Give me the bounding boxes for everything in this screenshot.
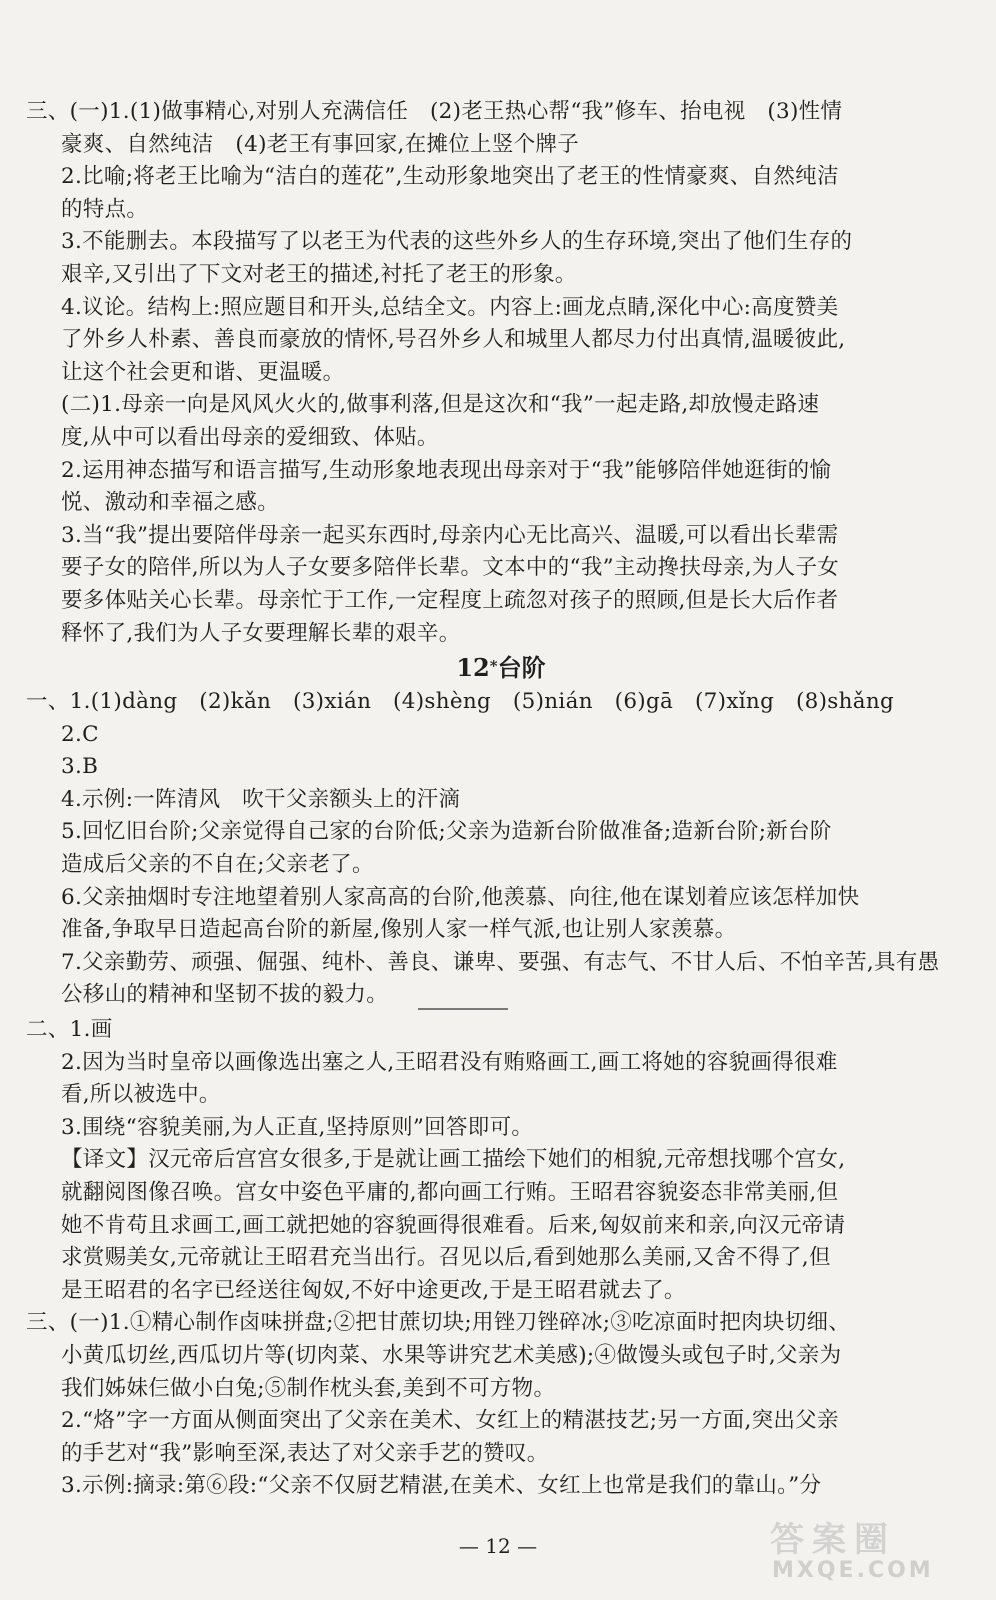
section-heading (26, 650, 976, 686)
answer-line: 4.议论。结构上:照应题目和开头,总结全文。内容上:画龙点睛,深化中心:高度赞美 (61, 294, 839, 320)
answer-line: 我们姊妹仨做小白兔;⑤制作枕头套,美到不可方物。 (61, 1375, 556, 1401)
answer-line: 要多体贴关心长辈。母亲忙于工作,一定程度上疏忽对孩子的照顾,但是长大后作者 (61, 587, 839, 613)
answer-line: 求赏赐美女,元帝就让王昭君充当出行。召见以后,看到她那么美丽,又舍不得了,但 (61, 1245, 831, 1271)
answer-line: (二)1.母亲一向是风风火火的,做事利落,但是这次和“我”一起走路,却放慢走路速 (61, 392, 820, 418)
divider (418, 1008, 508, 1010)
answer-content (26, 96, 976, 1503)
answer-line: 3.不能删去。本段描写了以老王为代表的这些外乡人的生存环境,突出了他们生存的 (61, 229, 853, 255)
lesson-number: 12 (456, 653, 490, 683)
answer-line: 释怀了,我们为人子女要理解长辈的艰辛。 (61, 620, 461, 646)
answer-line: 一、1.(1)dàng (2)kǎn (3)xián (4)shèng (5)nián (6)gā (7)xǐng (8)shǎng (26, 689, 895, 715)
answer-line: 度,从中可以看出母亲的爱细致、体贴。 (61, 424, 439, 450)
answer-line: 3.当“我”提出要陪伴母亲一起买东西时,母亲内心无比高兴、温暖,可以看出长辈需 (61, 522, 839, 548)
answer-line: 豪爽、自然纯洁 (4)老王有事回家,在摊位上竖个牌子 (61, 131, 580, 157)
answer-line: 三、(一)1.(1)做事精心,对别人充满信任 (2)老王热心帮“我”修车、抬电视 (3)性情 (26, 99, 843, 124)
answer-line: 5.回忆旧台阶;父亲觉得自己家的台阶低;父亲为造新台阶做准备;造新台阶;新台阶 (61, 819, 832, 845)
answer-line: 公移山的精神和坚韧不拔的毅力。 (61, 982, 389, 1008)
answer-line: 小黄瓜切丝,西瓜切片等(切肉菜、水果等讲究艺术美感);④做馒头或包子时,父亲为 (61, 1342, 842, 1368)
answer-line: 7.父亲勤劳、顽强、倔强、纯朴、善良、谦卑、要强、有志气、不甘人后、不怕辛苦,具有愚 (61, 949, 940, 975)
answer-line: 她不肯苟且求画工,画工就把她的容貌画得很难看。后来,匈奴前来和亲,向汉元帝请 (61, 1212, 846, 1238)
answer-line: 看,所以被选中。 (61, 1082, 221, 1108)
answer-line: 就翻阅图像召唤。宫女中姿色平庸的,都向画工行贿。王昭君容貌姿态非常美丽,但 (61, 1180, 839, 1205)
answer-line: 2.运用神态描写和语言描写,生动形象地表现出母亲对于“我”能够陪伴她逛街的愉 (61, 457, 832, 483)
answer-line: 2.“烙”字一方面从侧面突出了父亲在美术、女红上的精湛技艺;另一方面,突出父亲 (61, 1408, 839, 1434)
answer-line: 准备,争取早日造起高台阶的新屋,像别人家一样气派,也让别人家羡慕。 (61, 917, 737, 943)
answer-line: 【译文】汉元帝后宫宫女很多,于是就让画工描绘下她们的相貌,元帝想找哪个宫女, (61, 1147, 846, 1173)
answer-line: 是王昭君的名字已经送往匈奴,不好中途更改,于是王昭君就去了。 (61, 1277, 686, 1303)
answer-line: 3.围绕“容貌美丽,为人正直,坚持原则”回答即可。 (61, 1114, 534, 1140)
lesson-title: 台阶 (497, 653, 546, 683)
answer-line: 2.因为当时皇帝以画像选出塞之人,王昭君没有贿赂画工,画工将她的容貌画得很难 (61, 1049, 838, 1075)
answer-line: 2.比喻;将老王比喻为“洁白的莲花”,生动形象地突出了老王的性情豪爽、自然纯洁 (61, 164, 839, 190)
page-number: — 12 — (458, 1534, 538, 1558)
answer-line: 4.示例:一阵清风 吹干父亲额头上的汗滴 (61, 786, 461, 812)
answer-line: 6.父亲抽烟时专注地望着别人家高高的台阶,他羡慕、向往,他在谋划着应该怎样加快 (61, 884, 860, 910)
watermark-logo (766, 1512, 976, 1590)
answer-line: 3.B (61, 754, 99, 780)
answer-line: 让这个社会更和谐、更温暖。 (61, 359, 345, 385)
answer-line: 的手艺对“我”影响至深,表达了对父亲手艺的赞叹。 (61, 1440, 549, 1466)
answer-line: 二、1.画 (26, 1017, 113, 1043)
answer-line: 造成后父亲的不自在;父亲老了。 (61, 852, 374, 878)
optional-mark: * (489, 657, 498, 676)
answer-line: 三、(一)1.①精心制作卤味拼盘;②把甘蔗切块;用锉刀锉碎冰;③吃凉面时把肉块切细、 (26, 1310, 851, 1336)
answer-line: 悦、激动和幸福之感。 (61, 490, 280, 516)
watermark-url: MXQE.COM (772, 1558, 934, 1583)
answer-line: 的特点。 (61, 196, 149, 222)
answer-line: 了外乡人朴素、善良而豪放的情怀,号召外乡人和城里人都尽力付出真情,温暖彼此, (61, 327, 846, 353)
watermark-title: 答案圈 (770, 1520, 896, 1560)
answer-line: 要子女的陪伴,所以为人子女要多陪伴长辈。文本中的“我”主动搀扶母亲,为人子女 (61, 555, 840, 581)
answer-line: 3.示例:摘录:第⑥段:“父亲不仅厨艺精湛,在美术、女红上也常是我们的靠山。”分 (61, 1473, 822, 1499)
answer-line: 2.C (61, 721, 99, 747)
answer-line: 艰辛,又引出了下文对老王的描述,衬托了老王的形象。 (61, 261, 577, 287)
